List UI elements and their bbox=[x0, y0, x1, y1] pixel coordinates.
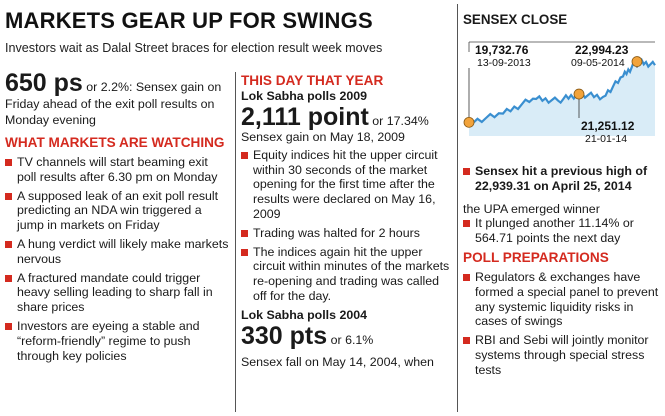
watching-title: WHAT MARKETS ARE WATCHING bbox=[5, 135, 225, 150]
lead-text: or 2.2%: Sensex gain on Friday ahead of the exit poll results on Monday evening bbox=[5, 80, 222, 127]
list-item-text: It plunged another 11.14% or 564.71 points the next day bbox=[475, 216, 634, 246]
sensex-chart-svg bbox=[463, 28, 661, 162]
watching-list bbox=[5, 155, 230, 363]
list-item-text: A fractured mandate could trigger heavy selling leading to sharp fall in share prices bbox=[17, 270, 213, 315]
chart-point bbox=[574, 89, 584, 99]
poll-prep-list bbox=[463, 270, 661, 378]
list-item bbox=[5, 271, 230, 315]
list-item-text: TV channels will start beaming exit poll results after 6.30 pm on Monday bbox=[17, 155, 218, 184]
sensex-list bbox=[463, 216, 661, 246]
sensex-note bbox=[463, 164, 661, 194]
polls-2004-pct: or 6.1% bbox=[327, 332, 374, 347]
bullet-square-icon bbox=[241, 249, 248, 256]
list-item-text: Regulators & exchanges have formed a special panel to prevent any systemic liquidity risks in cases of swings bbox=[475, 269, 659, 329]
bullet-square-icon bbox=[463, 220, 470, 227]
polls-2009-big-number: 2,111 point bbox=[241, 103, 369, 131]
polls-2004-label: Lok Sabha polls 2004 bbox=[241, 307, 368, 322]
polls-2009-label: Lok Sabha polls 2009 bbox=[241, 89, 368, 103]
chart-point bbox=[632, 57, 642, 67]
bullet-square-icon bbox=[463, 274, 470, 281]
polls-2004-desc: Sensex fall on May 14, 2004, when bbox=[241, 354, 434, 369]
list-item-text: Investors are eyeing a stable and “reform-friendly” regime to push through key policies bbox=[17, 318, 200, 363]
chart-point bbox=[464, 117, 474, 127]
lead-big-number: 650 ps bbox=[5, 69, 83, 97]
chart-label-high-date: 09-05-2014 bbox=[571, 57, 625, 69]
bullet-square-icon bbox=[241, 152, 248, 159]
divider-right bbox=[457, 4, 458, 412]
divider-left bbox=[235, 72, 236, 412]
polls-2004-big-number: 330 pts bbox=[241, 321, 328, 350]
sensex-chart bbox=[463, 28, 661, 162]
chart-label-low-date: 21-01-14 bbox=[585, 133, 628, 145]
polls-2004-figure bbox=[241, 323, 453, 349]
polls-2009-pct: or 17.34% bbox=[368, 114, 429, 128]
list-item bbox=[5, 319, 230, 363]
column-right bbox=[463, 12, 661, 382]
bullet-square-icon bbox=[463, 337, 470, 344]
list-item bbox=[5, 237, 230, 267]
this-day-title: THIS DAY THAT YEAR bbox=[241, 73, 384, 88]
list-item-text: The indices again hit the upper circuit within minutes of the markets re-opening and trading was called off for the day. bbox=[253, 244, 450, 303]
polls-2009-desc: Sensex gain on May 18, 2009 bbox=[241, 130, 405, 144]
chart-label-high-value: 22,994.23 bbox=[575, 43, 629, 57]
polls-2009-figure bbox=[241, 104, 453, 130]
bullet-square-icon bbox=[5, 159, 12, 166]
bullet-square-icon bbox=[5, 323, 12, 330]
sensex-note-text: Sensex hit a previous high of 22,939.31 on April 25, 2014 bbox=[475, 164, 648, 193]
lead-block bbox=[5, 70, 230, 128]
list-item-text: A hung verdict will likely make markets nervous bbox=[17, 236, 229, 266]
list-item bbox=[463, 270, 661, 329]
poll-prep-title: POLL PREPARATIONS bbox=[463, 249, 609, 265]
column-left bbox=[5, 70, 230, 367]
list-item bbox=[241, 148, 453, 222]
chart-title: SENSEX CLOSE bbox=[463, 12, 568, 27]
bullet-square-icon bbox=[463, 168, 470, 175]
bullet-square-icon bbox=[241, 230, 248, 237]
subhead: Investors wait as Dalal Street braces for election result week moves bbox=[5, 41, 383, 55]
bullet-square-icon bbox=[5, 241, 12, 248]
list-item bbox=[241, 245, 453, 304]
list-item bbox=[241, 226, 453, 241]
chart-label-low-value: 21,251.12 bbox=[581, 119, 635, 133]
sensex-continuation: the UPA emerged winner bbox=[463, 201, 600, 216]
column-middle bbox=[241, 73, 453, 370]
list-item bbox=[463, 333, 661, 377]
list-item bbox=[5, 155, 230, 185]
polls-2009-list bbox=[241, 148, 453, 304]
headline: MARKETS GEAR UP FOR SWINGS bbox=[5, 8, 373, 33]
chart-label-start-date: 13-09-2013 bbox=[477, 57, 531, 69]
list-item-text: A supposed leak of an exit poll result predicting an NDA win triggered a jump in markets on Friday bbox=[17, 188, 219, 233]
chart-label-start-value: 19,732.76 bbox=[475, 43, 529, 57]
list-item-text: RBI and Sebi will jointly monitor systems through special stress tests bbox=[475, 333, 649, 377]
list-item bbox=[463, 216, 661, 246]
list-item bbox=[5, 189, 230, 233]
bullet-square-icon bbox=[5, 193, 12, 200]
bullet-square-icon bbox=[5, 275, 12, 282]
list-item-text: Trading was halted for 2 hours bbox=[253, 225, 420, 240]
list-item-text: Equity indices hit the upper circuit within 30 seconds of the market opening for the first time after the results were declared on May 16, 2009 bbox=[253, 147, 438, 221]
